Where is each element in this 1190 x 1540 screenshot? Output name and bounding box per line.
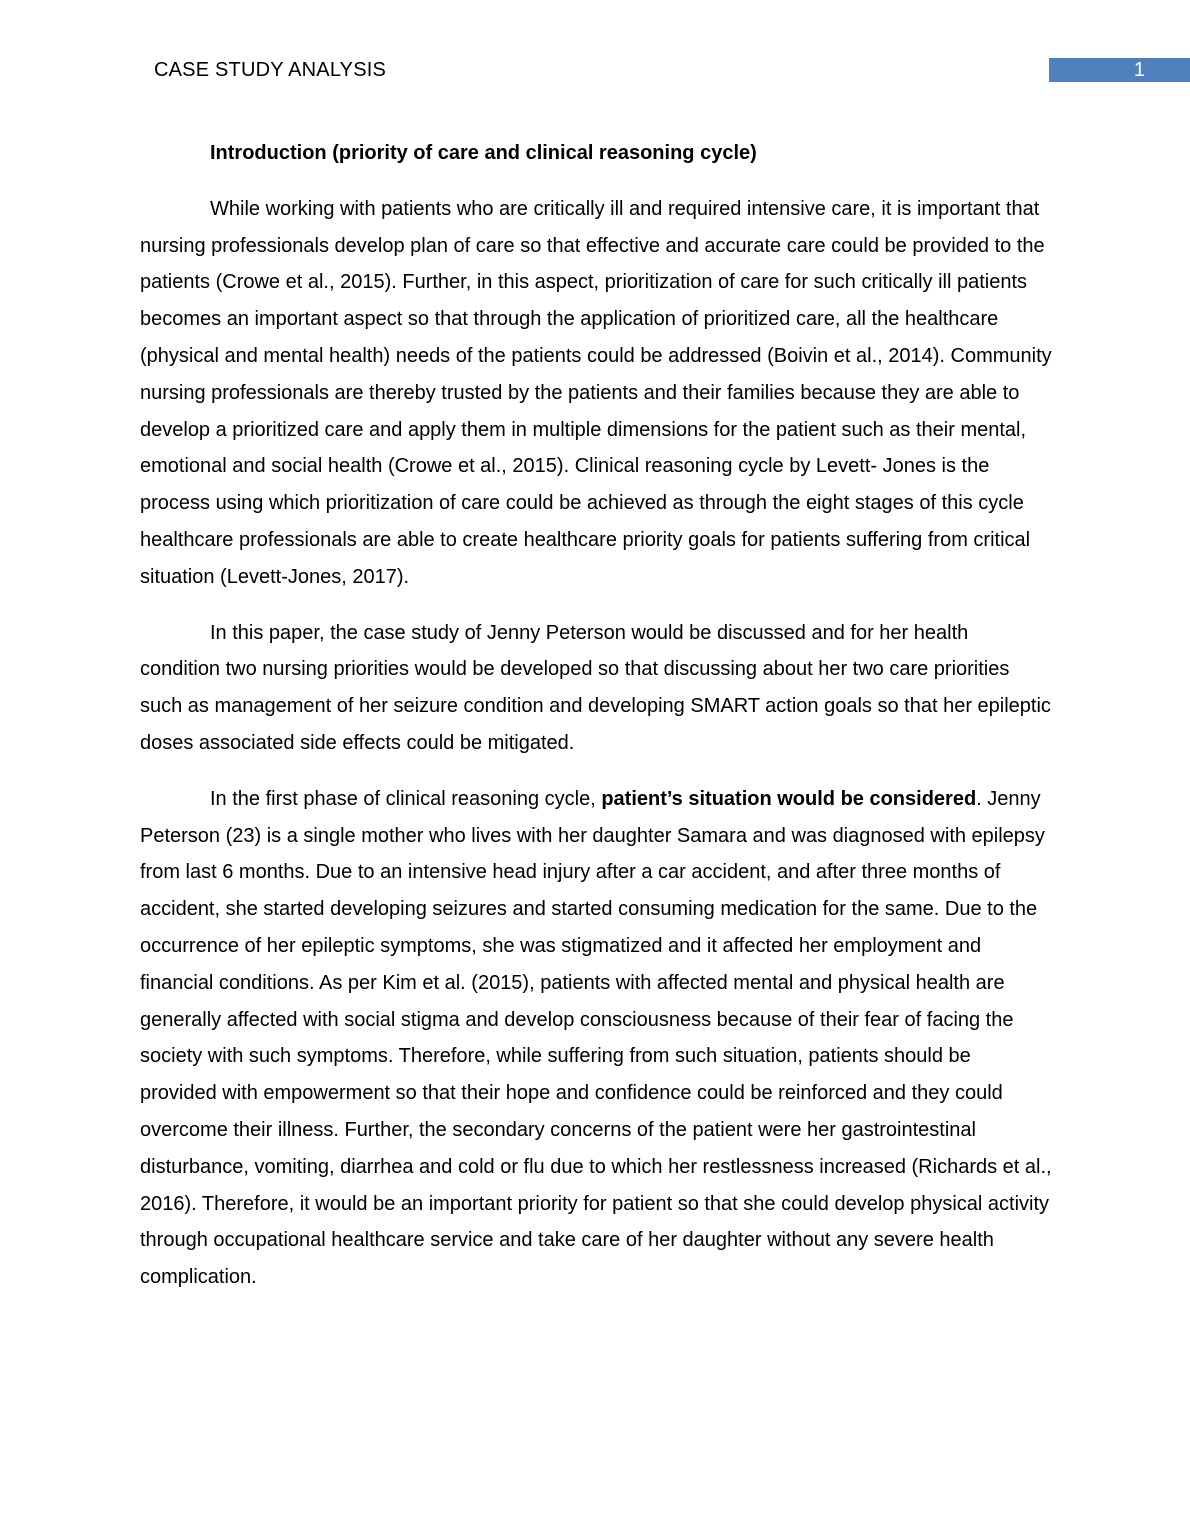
paragraph-3 (140, 781, 1052, 1296)
running-header: CASE STUDY ANALYSIS (154, 59, 387, 81)
document-body (140, 135, 1052, 1315)
paragraph-3-lead: In the first phase of clinical reasoning cycle, (210, 787, 602, 810)
paragraph-3-emphasis: patient’s situation would be considered (601, 787, 977, 810)
paragraph-3-rest: . Jenny Peterson (23) is a single mother who lives with her daughter Samara and was diagnosed with epilepsy from last 6 months. Due to an intensive head injury after a car accident, and after three months of accident, she started developing seizures and started consuming medication for the same. Due to the occurrence of her epileptic symptoms, she was stigmatized and it affected her employment and financial conditions. As per Kim et al. (2015), patients with affected mental and physical health are generally affected with social stigma and develop consciousness because of their fear of facing the society with such symptoms. Therefore, while suffering from such situation, patients should be provided with empowerment so that their hope and confidence could be reinforced and they could overcome their illness. Further, the secondary concerns of the patient were her gastrointestinal disturbance, vomiting, diarrhea and cold or flu due to which her restlessness increased (Richards et al., 2016). Therefore, it would be an important priority for patient so that she could develop physical activity through occupational healthcare service and take care of her daughter without any severe health complication. (140, 787, 1052, 1289)
section-heading: Introduction (priority of care and clinical reasoning cycle) (210, 142, 757, 164)
paragraph-1: While working with patients who are critically ill and required intensive care, it is important that nursing professionals develop plan of care so that effective and accurate care could be provided to the patients (Crowe et al., 2015). Further, in this aspect, prioritization of care for such critically ill patients becomes an important aspect so that through the application of prioritized care, all the healthcare (physical and mental health) needs of the patients could be addressed (Boivin et al., 2014). Community nursing professionals are thereby trusted by the patients and their families because they are able to develop a prioritized care and apply them in multiple dimensions for the patient such as their mental, emotional and social health (Crowe et al., 2015). Clinical reasoning cycle by Levett- Jones is the process using which prioritization of care could be achieved as through the eight stages of this cycle healthcare professionals are able to create healthcare priority goals for patients suffering from critical situation (Levett-Jones, 2017). (140, 197, 1052, 588)
paragraph-2: In this paper, the case study of Jenny Peterson would be discussed and for her health condition two nursing priorities would be developed so that discussing about her two care priorities such as management of her seizure condition and developing SMART action goals so that her epileptic doses associated side effects could be mitigated. (140, 621, 1051, 754)
page-number: 1 (1049, 58, 1190, 82)
